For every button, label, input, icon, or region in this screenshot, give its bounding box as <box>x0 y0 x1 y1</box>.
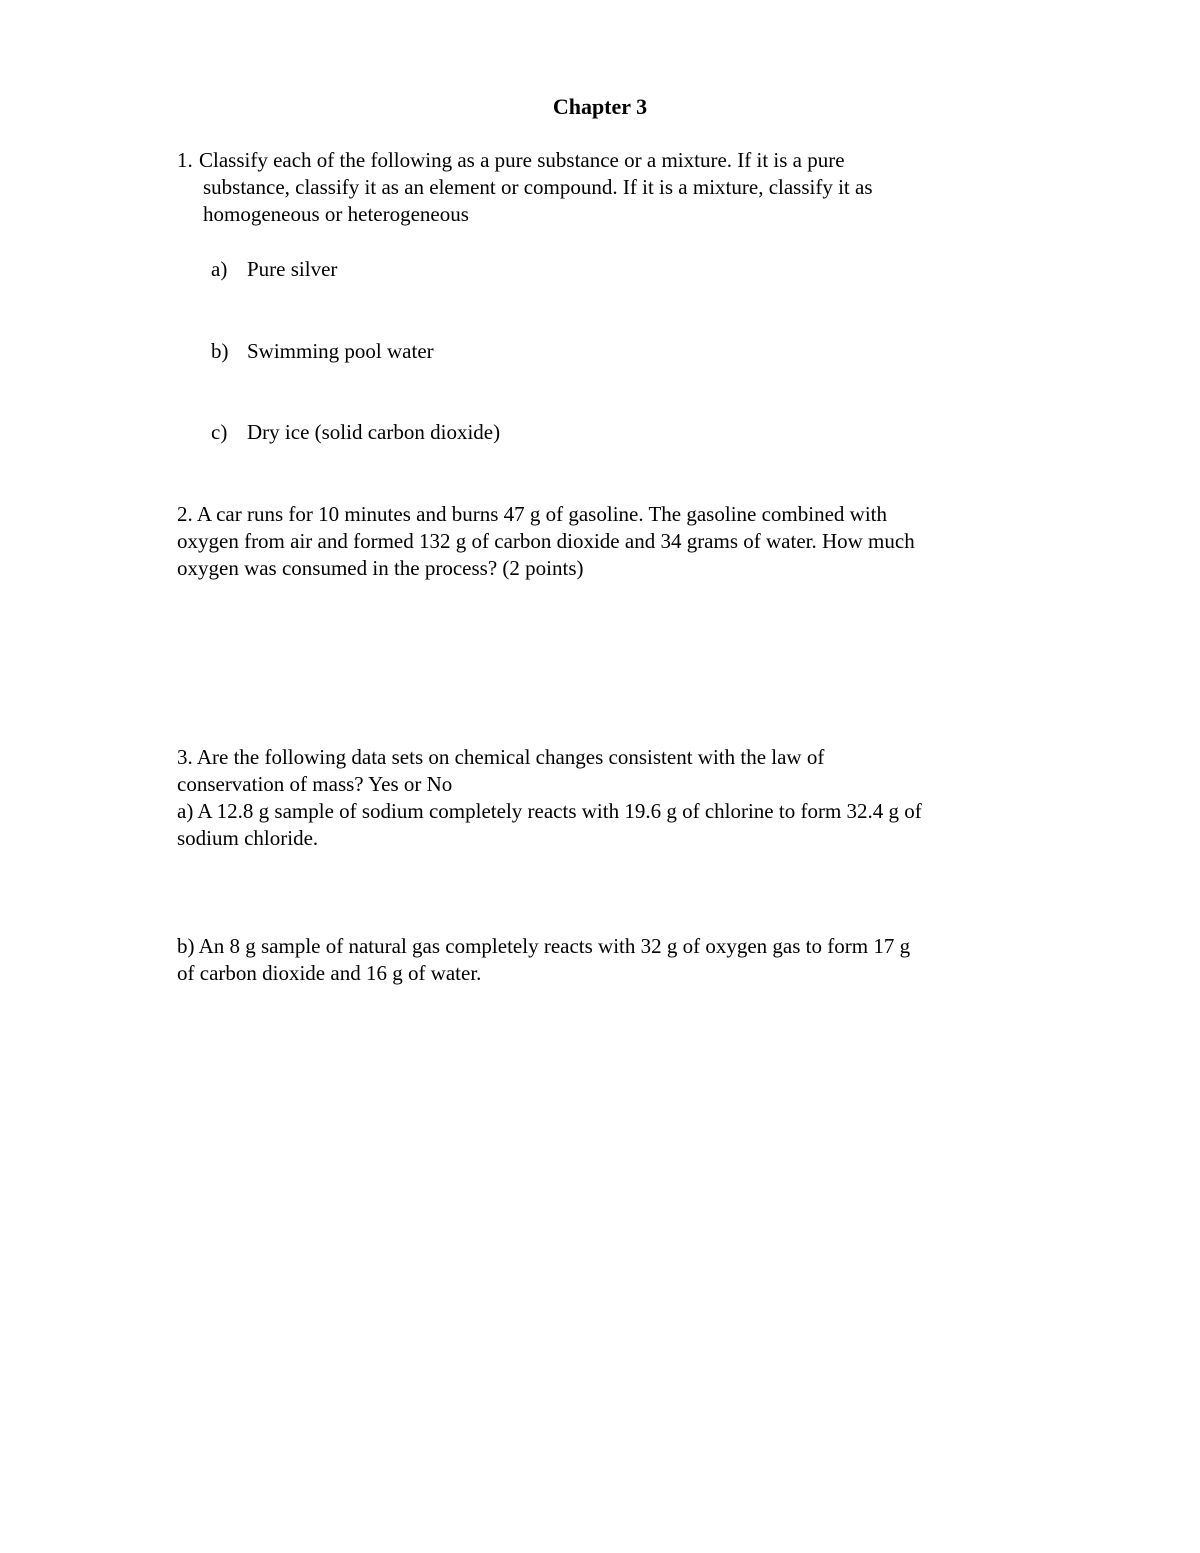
item-label: a) <box>211 257 228 281</box>
question-3-line-1: 3. Are the following data sets on chemical changes consistent with the law of <box>177 745 825 769</box>
question-3 <box>177 744 1037 852</box>
question-1-number: 1. <box>177 148 193 172</box>
page-title: Chapter 3 <box>552 94 648 119</box>
question-2-line-3: oxygen was consumed in the process? (2 points) <box>177 556 584 580</box>
question-3-part-b <box>177 933 1037 987</box>
question-2-line-2: oxygen from air and formed 132 g of carbon dioxide and 34 grams of water. How much <box>177 529 915 553</box>
item-label: c) <box>211 420 228 444</box>
question-2 <box>177 501 1037 582</box>
question-1-item-b <box>211 338 434 365</box>
question-1-item-c <box>211 419 500 446</box>
question-3-part-b-line-1: b) An 8 g sample of natural gas completely reacts with 32 g of oxygen gas to form 17 g <box>177 934 911 958</box>
question-3-line-2: conservation of mass? Yes or No <box>177 772 453 796</box>
question-3-part-a-line-2: sodium chloride. <box>177 826 319 850</box>
question-3-part-b-line-2: of carbon dioxide and 16 g of water. <box>177 961 482 985</box>
question-1-line-3: homogeneous or heterogeneous <box>203 202 469 226</box>
question-3-part-a-line-1: a) A 12.8 g sample of sodium completely reacts with 19.6 g of chlorine to form 32.4 g of <box>177 799 922 823</box>
item-label: b) <box>211 339 229 363</box>
question-1 <box>177 147 1037 228</box>
item-text: Swimming pool water <box>247 339 434 363</box>
item-text: Dry ice (solid carbon dioxide) <box>247 420 501 444</box>
question-1-item-a <box>211 256 337 283</box>
question-1-line-1: 1. Classify each of the following as a pure substance or a mixture. If it is a pure <box>177 148 845 172</box>
question-2-line-1: 2. A car runs for 10 minutes and burns 47 g of gasoline. The gasoline combined with <box>177 502 887 526</box>
question-1-line-2: substance, classify it as an element or compound. If it is a mixture, classify it as <box>203 175 873 199</box>
item-text: Pure silver <box>247 257 338 281</box>
